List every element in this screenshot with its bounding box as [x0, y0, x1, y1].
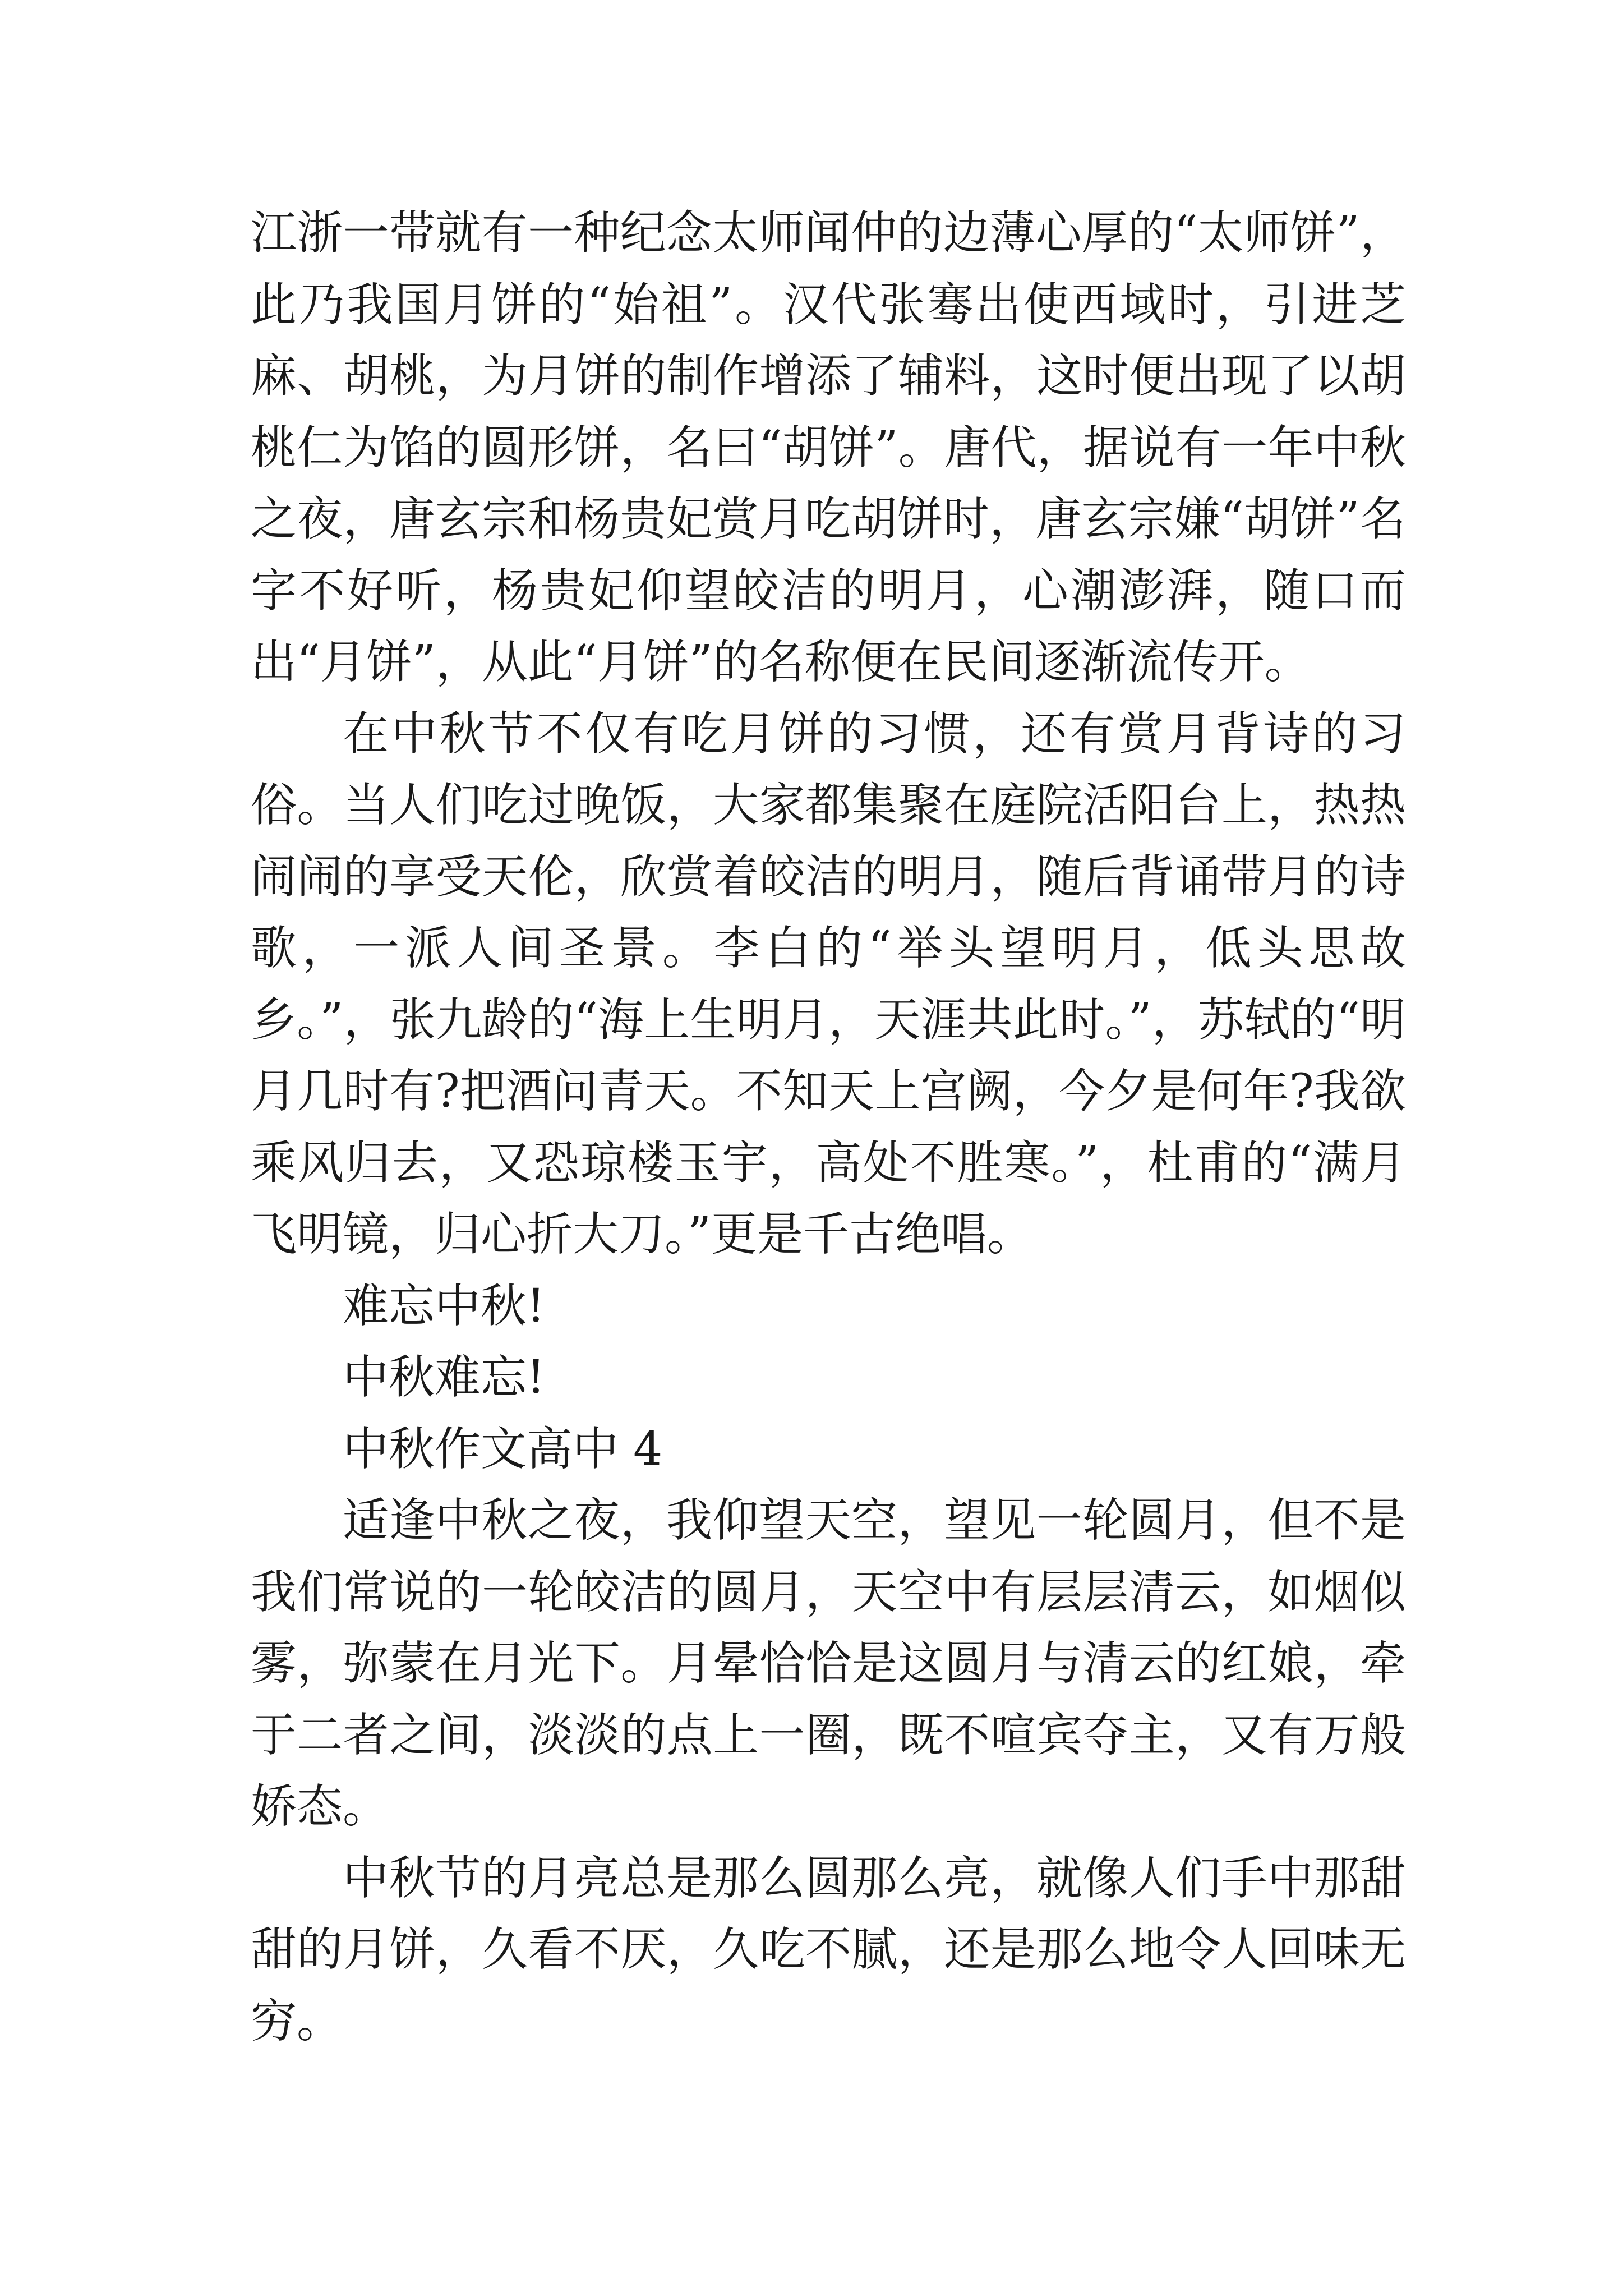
- paragraph-round-moon: 中秋节的月亮总是那么圆那么亮，就像人们手中那甜甜的月饼，久看不厌，久吃不腻，还是那么地令人回味无穷。: [251, 1851, 1406, 2048]
- document-body: [251, 197, 1406, 2057]
- paragraph-unforgettable-mid-autumn: 难忘中秋!: [343, 1279, 545, 1333]
- paragraph-taishi-bing: 江浙一带就有一种纪念太师闻仲的边薄心厚的“太师饼”，此乃我国月饼的“始祖”。汉代张骞出使西域时，引进芝麻、胡桃，为月饼的制作增添了辅料，这时便出现了以胡桃仁为馅的圆形饼，名曰“胡饼”。唐代，据说有一年中秋之夜，唐玄宗和杨贵妃赏月吃胡饼时，唐玄宗嫌“胡饼”名字不好听，杨贵妃仰望皎洁的明月，心潮澎湃，随口而出“月饼”，从此“月饼”的名称便在民间逐渐流传开。: [251, 206, 1406, 689]
- paragraph-moon-poems: 在中秋节不仅有吃月饼的习惯，还有赏月背诗的习俗。当人们吃过晚饭，大家都集聚在庭院活阳台上，热热闹闹的享受天伦，欣赏着皎洁的明月，随后背诵带月的诗歌，一派人间圣景。李白的“举头望明月，低头思故乡。”，张九龄的“海上生明月，天涯共此时。”，苏轼的“明月几时有?把酒问青天。不知天上宫阙，今夕是何年?我欲乘风归去，又恐琼楼玉宇，高处不胜寒。”，杜甫的“满月飞明镜，归心折大刀。”更是千古绝唱。: [251, 707, 1406, 1261]
- paragraph-moon-halo: 适逢中秋之夜，我仰望天空，望见一轮圆月，但不是我们常说的一轮皎洁的圆月，天空中有层层清云，如烟似雾，弥蒙在月光下。月晕恰恰是这圆月与清云的红娘，牵于二者之间，淡淡的点上一圈，既不喧宾夺主，又有万般娇态。: [251, 1494, 1406, 1833]
- paragraph-mid-autumn-unforgettable: 中秋难忘!: [343, 1351, 545, 1404]
- essay-heading: 中秋作文高中 4: [343, 1422, 663, 1476]
